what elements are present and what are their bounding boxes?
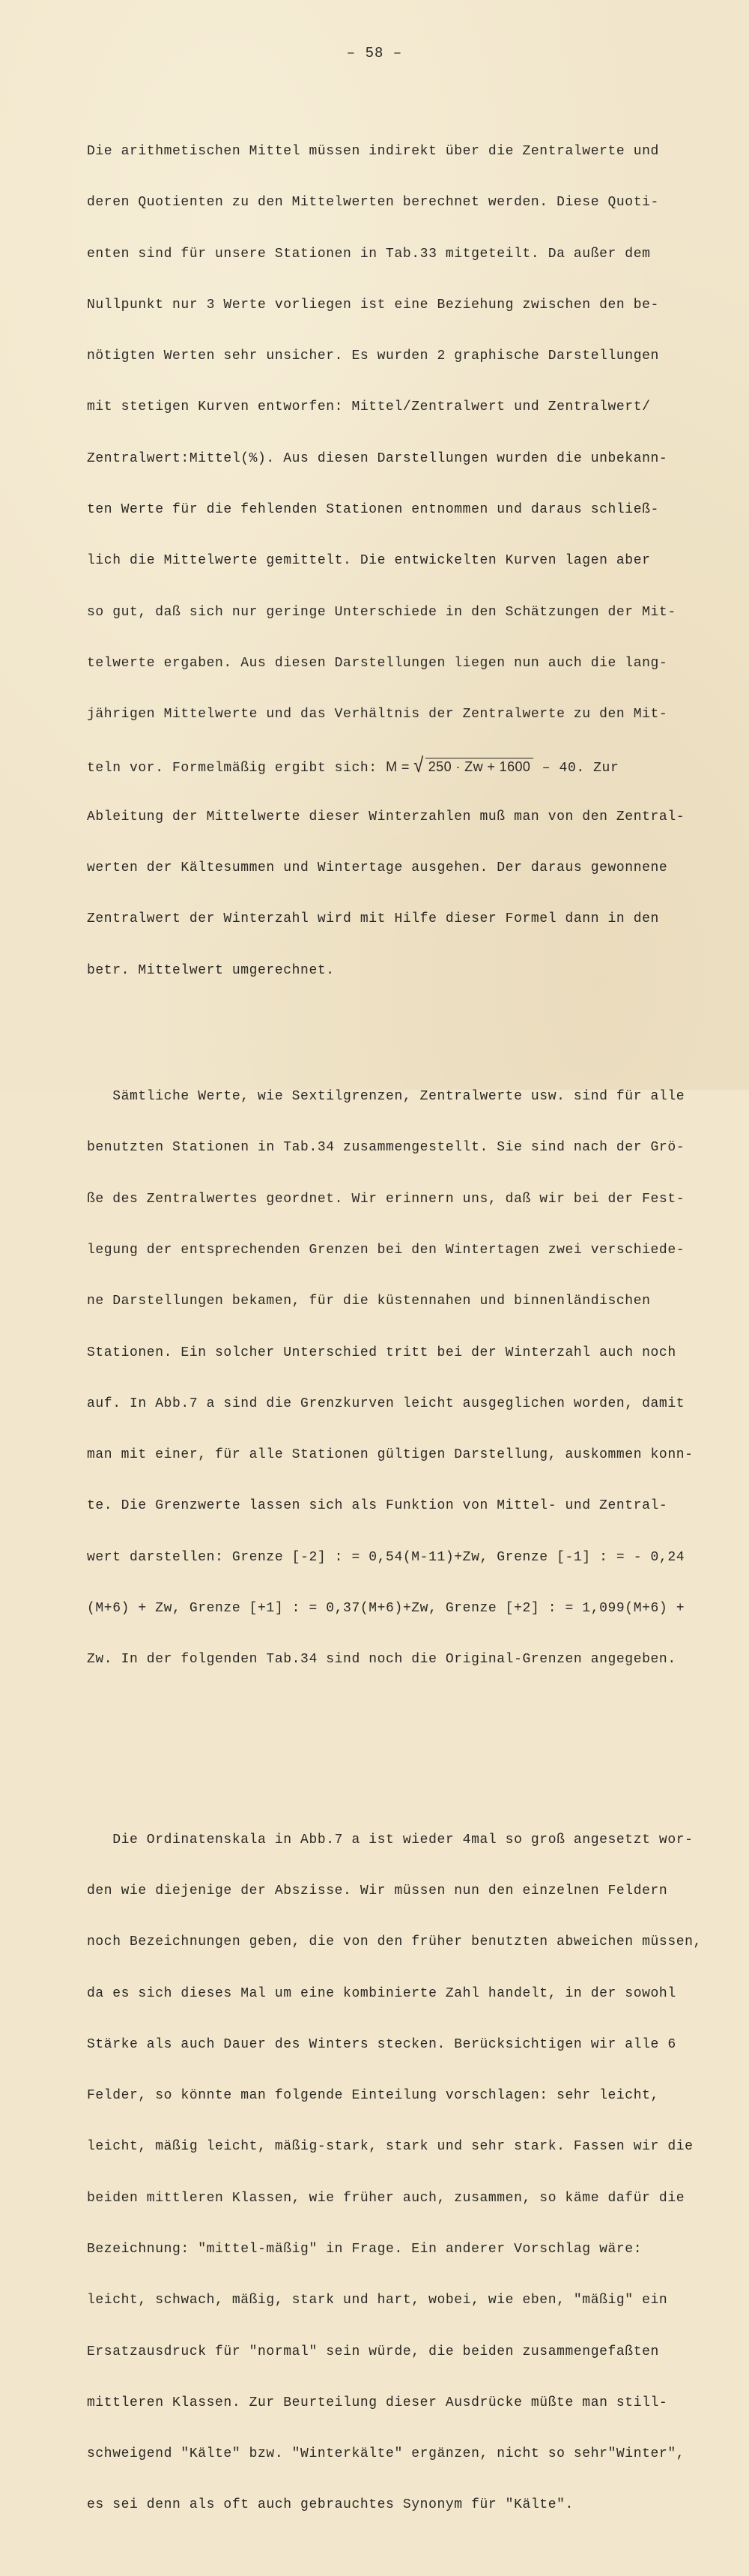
text-line: noch Bezeichnungen geben, die von den früher benutzten abweichen müssen, [87,1934,702,1950]
text-line: beiden mittleren Klassen, wie früher auch, zusammen, so käme dafür die [87,2190,685,2206]
text-line: telwerte ergaben. Aus diesen Darstellungen liegen nun auch die lang- [87,655,668,671]
text-line: Nullpunkt nur 3 Werte vorliegen ist eine Beziehung zwischen den be- [87,297,659,313]
formula-radicand: 250 · Zw + 1600 [425,758,534,775]
text-line: Die Ordinatenskala in Abb.7 a ist wieder 4mal so groß angesetzt wor- [87,1832,694,1847]
square-root-sign: √ [413,753,424,777]
text-line: so gut, daß sich nur geringe Unterschiede in den Schätzungen der Mit- [87,604,676,620]
text-line: jährigen Mittelwerte und das Verhältnis der Zentralwerte zu den Mit- [87,707,668,723]
text-line: Stationen. Ein solcher Unterschied tritt bei der Winterzahl auch noch [87,1345,676,1360]
text-line: Ersatzausdruck für "normal" sein würde, die beiden zusammengefaßten [87,2344,659,2359]
text-line: ne Darstellungen bekamen, für die küstennahen und binnenländischen [87,1294,651,1309]
text-line: man mit einer, für alle Stationen gültigen Darstellung, auskommen konn- [87,1447,694,1463]
text-line: Stärke als auch Dauer des Winters stecken. Berücksichtigen wir alle 6 [87,2036,676,2052]
text-line: wert darstellen: Grenze [-2] : = 0,54(M-11)+Zw, Grenze [-1] : = - 0,24 [87,1549,685,1565]
body-text [87,81,701,2576]
formula-tail: – 40. Zur [533,760,619,776]
formula [386,753,533,777]
text-line: Felder, so könnte man folgende Einteilung vorschlagen: sehr leicht, [87,2088,659,2104]
text-line: nötigten Werten sehr unsicher. Es wurden 2 graphische Darstellungen [87,349,659,364]
text-line: werten der Kältesummen und Wintertage ausgehen. Der daraus gewonnene [87,860,668,876]
text-line: mit stetigen Kurven entworfen: Mittel/Zentralwert und Zentralwert/ [87,399,651,415]
text-line: schweigend "Kälte" bzw. "Winterkälte" ergänzen, nicht so sehr"Winter", [87,2446,685,2462]
text-line: mittleren Klassen. Zur Beurteilung dieser Ausdrücke müßte man still- [87,2395,668,2410]
text-line: betr. Mittelwert umgerechnet. [87,962,335,978]
text-line: Zw. In der folgenden Tab.34 sind noch die Original-Grenzen angegeben. [87,1652,676,1668]
paragraph-2 [87,1056,701,1701]
text-line: enten sind für unsere Stationen in Tab.33 mitgeteilt. Da außer dem [87,246,651,262]
formula-line [87,755,701,776]
formula-intro: teln vor. Formelmäßig ergibt sich: [87,760,386,776]
paragraph-gap [87,1746,701,1755]
text-line: Sämtliche Werte, wie Sextilgrenzen, Zentralwerte usw. sind für alle [87,1089,685,1105]
text-line: auf. In Abb.7 a sind die Grenzkurven leicht ausgeglichen worden, damit [87,1396,685,1411]
text-line: deren Quotienten zu den Mittelwerten berechnet werden. Diese Quoti- [87,195,659,211]
paragraph-3 [87,1800,701,2546]
text-line: lich die Mittelwerte gemittelt. Die entwickelten Kurven lagen aber [87,553,651,569]
text-line: es sei denn als oft auch gebrauchtes Synonym für "Kälte". [87,2497,574,2513]
text-line: da es sich dieses Mal um eine kombinierte Zahl handelt, in der sowohl [87,1985,676,2001]
text-line: den wie diejenige der Abszisse. Wir müssen nun den einzelnen Feldern [87,1883,668,1898]
text-line: Zentralwert der Winterzahl wird mit Hilfe dieser Formel dann in den [87,911,659,927]
text-line: leicht, mäßig leicht, mäßig-stark, stark und sehr stark. Fassen wir die [87,2139,694,2155]
page-number: – 58 – [346,45,403,61]
text-line: legung der entsprechenden Grenzen bei den Wintertagen zwei verschiede- [87,1242,685,1258]
text-line: ße des Zentralwertes geordnet. Wir erinnern uns, daß wir bei der Fest- [87,1191,685,1207]
text-line: benutzten Stationen in Tab.34 zusammengestellt. Sie sind nach der Grö- [87,1140,685,1156]
text-line: Die arithmetischen Mittel müssen indirekt über die Zentralwerte und [87,144,659,159]
paragraph-1 [87,111,701,1011]
text-line: te. Die Grenzwerte lassen sich als Funktion von Mittel- und Zentral- [87,1498,668,1514]
text-line: leicht, schwach, mäßig, stark und hart, wobei, wie eben, "mäßig" ein [87,2293,668,2308]
formula-lhs: M = [386,758,414,774]
text-line: ten Werte für die fehlenden Stationen entnommen und daraus schließ- [87,502,659,518]
text-line: Ableitung der Mittelwerte dieser Winterzahlen muß man von den Zentral- [87,809,685,824]
text-line: (M+6) + Zw, Grenze [+1] : = 0,37(M+6)+Zw, Grenze [+2] : = 1,099(M+6) + [87,1601,685,1617]
text-line: Zentralwert:Mittel(%). Aus diesen Darstellungen wurden die unbekann- [87,450,668,466]
text-line: Bezeichnung: "mittel-mäßig" in Frage. Ein anderer Vorschlag wäre: [87,2241,643,2257]
